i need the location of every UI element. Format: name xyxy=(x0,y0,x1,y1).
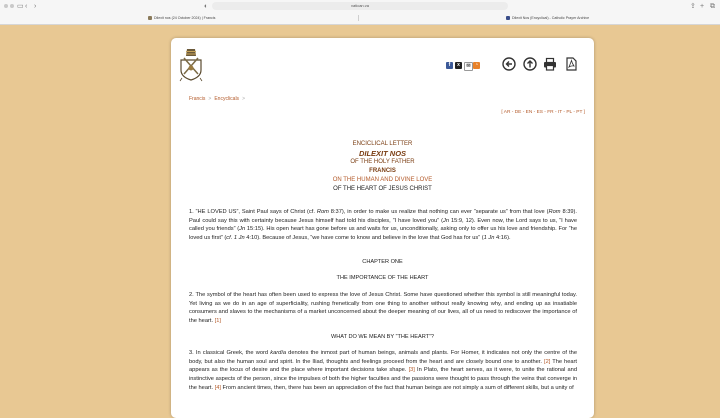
p1-ref: Rom xyxy=(316,209,329,215)
papal-coat-of-arms-logo[interactable] xyxy=(179,48,203,82)
document-topic: ON THE HUMAN AND DIVINE LOVE xyxy=(332,177,433,183)
document-kind: ENCICLICAL LETTER xyxy=(352,141,413,147)
rss-icon[interactable]: ◔ xyxy=(474,62,479,68)
paragraph-2 xyxy=(189,291,577,326)
p2-text: 2. The symbol of the heart has often been used to express the love of Jesus Christ. Some have questioned whether this symbol is still meaningful today. Yet living as we do in an age of superficiality, rushing frenetically from one thing to another without really knowing why, and ending up as insatiable consumers and slaves to the mechanisms of a market unconcerned about the deeper meaning of our lives, all of us need to rediscover the importance of the heart. xyxy=(189,292,577,325)
p3-text: denotes the inmost part of human beings, animals and plants. For Homer, it indicates not only the centre of the body, but also the human soul and spirit. In the Iliad, thoughts and feelings proceed from the heart and are closely bound one to another. xyxy=(189,350,577,365)
pdf-download-icon[interactable] xyxy=(564,57,578,71)
window-close-button[interactable] xyxy=(4,4,8,8)
p3-text: In Plato, the heart serves, as it were, to unite the rational and instinctive aspects of the person, since the impulses of both the higher faculties and the passions were thought to pass through the veins that converge in the heart. xyxy=(189,367,577,391)
footnote-link[interactable]: [1] xyxy=(214,318,221,325)
forward-icon[interactable]: › xyxy=(34,3,37,10)
tab-divider xyxy=(358,15,359,21)
p1-text: 8:39). Paul could say this with certainty because Jesus himself had told his disciples, “I have loved you” ( xyxy=(189,209,578,224)
language-selector[interactable]: [ AR - DE - EN - ES - FR - IT - PL - PT ] xyxy=(501,110,585,115)
p1-ref: 1 Jn xyxy=(483,235,495,242)
p3-term: kardía xyxy=(270,350,287,356)
document-of-holy-father: OF THE HOLY FATHER xyxy=(350,159,415,165)
breadcrumb-separator: > xyxy=(208,96,212,102)
browser-chrome xyxy=(0,0,720,25)
privacy-shield-icon[interactable]: ◐ xyxy=(204,3,209,10)
breadcrumb-separator: > xyxy=(242,96,245,102)
footnote-link[interactable]: [4] xyxy=(214,384,221,391)
address-url: vatican.va xyxy=(350,3,369,8)
vatican-favicon xyxy=(148,16,152,20)
archive-favicon xyxy=(506,16,510,20)
share-icon[interactable]: ⇪ xyxy=(690,3,696,10)
p1-text: 15:15). His open heart has gone before us and waits for us, unconditionally, asking only to offer us his love and friendship. For “he loved us first” ( xyxy=(189,226,577,242)
back-icon[interactable]: ‹ xyxy=(25,3,28,10)
tab-bar xyxy=(0,13,720,24)
new-tab-icon[interactable]: + xyxy=(700,3,705,10)
p3-text: The heart appears as the locus of desire and the place where important decisions take shape. xyxy=(189,358,577,374)
x-twitter-icon[interactable]: x xyxy=(455,62,462,69)
scroll-to-top-icon[interactable] xyxy=(523,57,537,71)
p1-text: 8:37), in order to make us realize that nothing can ever “separate us” from that love ( xyxy=(328,209,549,215)
document-page xyxy=(171,38,594,418)
p1-ref: cf. 1 Jn xyxy=(226,235,245,242)
p1-ref: Jn xyxy=(239,226,246,233)
sidebar-toggle-icon[interactable]: ▭ xyxy=(17,3,24,10)
p1-text: 1. “HE LOVED US”, Saint Paul says of Christ (cf. xyxy=(189,209,317,215)
section-heading: WHAT DO WE MEAN BY “THE HEART”? xyxy=(330,334,435,340)
browser-toolbar xyxy=(0,0,720,13)
email-icon[interactable]: ✉ xyxy=(464,62,473,71)
chapter-heading: CHAPTER ONE xyxy=(362,259,403,265)
p1-ref: Rom xyxy=(548,209,561,215)
p3-text: 3. In classical Greek, the word xyxy=(189,350,271,356)
breadcrumb xyxy=(189,96,248,102)
chapter-title: THE IMPORTANCE OF THE HEART xyxy=(336,275,429,281)
paragraph-1 xyxy=(189,208,577,243)
p1-text: 15:9, 12). Even now, the Lord says to us, “I have called you friends” ( xyxy=(189,217,577,233)
tab-catholic-prayer-archive[interactable] xyxy=(506,14,706,22)
footnote-link[interactable]: [2] xyxy=(543,358,551,365)
document-pope: FRANCIS xyxy=(369,168,396,174)
p1-text: 4:16). xyxy=(494,235,511,242)
facebook-icon[interactable]: f xyxy=(446,62,453,69)
print-icon[interactable] xyxy=(543,57,557,71)
window-minimize-button[interactable] xyxy=(10,4,14,8)
tab-title: Dilexit nos (24 October 2024) | Francis xyxy=(154,16,216,20)
document-title: DILEXIT NOS xyxy=(358,149,407,158)
tab-overview-icon[interactable]: ⧉ xyxy=(710,3,715,10)
p1-ref: Jn xyxy=(442,217,449,224)
breadcrumb-francis[interactable]: Francis xyxy=(189,96,206,102)
tab-title: Dilexit Nos (Encyclical) - Catholic Prayer Archive xyxy=(512,16,590,20)
document-subtopic: OF THE HEART OF JESUS CHRIST xyxy=(333,186,432,192)
p1-text: 4:10). Because of Jesus, “we have come to know and believe in the love that God has for us” ( xyxy=(244,235,484,242)
breadcrumb-encyclicals[interactable]: Encyclicals xyxy=(214,96,240,102)
back-arrow-icon[interactable] xyxy=(502,57,516,71)
address-bar[interactable] xyxy=(212,2,508,10)
p3-text: From ancient times, then, there has been an appreciation of the fact that human beings are not simply a sum of different skills, but a unity of xyxy=(220,384,574,391)
footnote-link[interactable]: [3] xyxy=(408,367,415,374)
paragraph-3 xyxy=(189,349,577,393)
tab-dilexit-nos-vatican[interactable] xyxy=(148,14,348,22)
